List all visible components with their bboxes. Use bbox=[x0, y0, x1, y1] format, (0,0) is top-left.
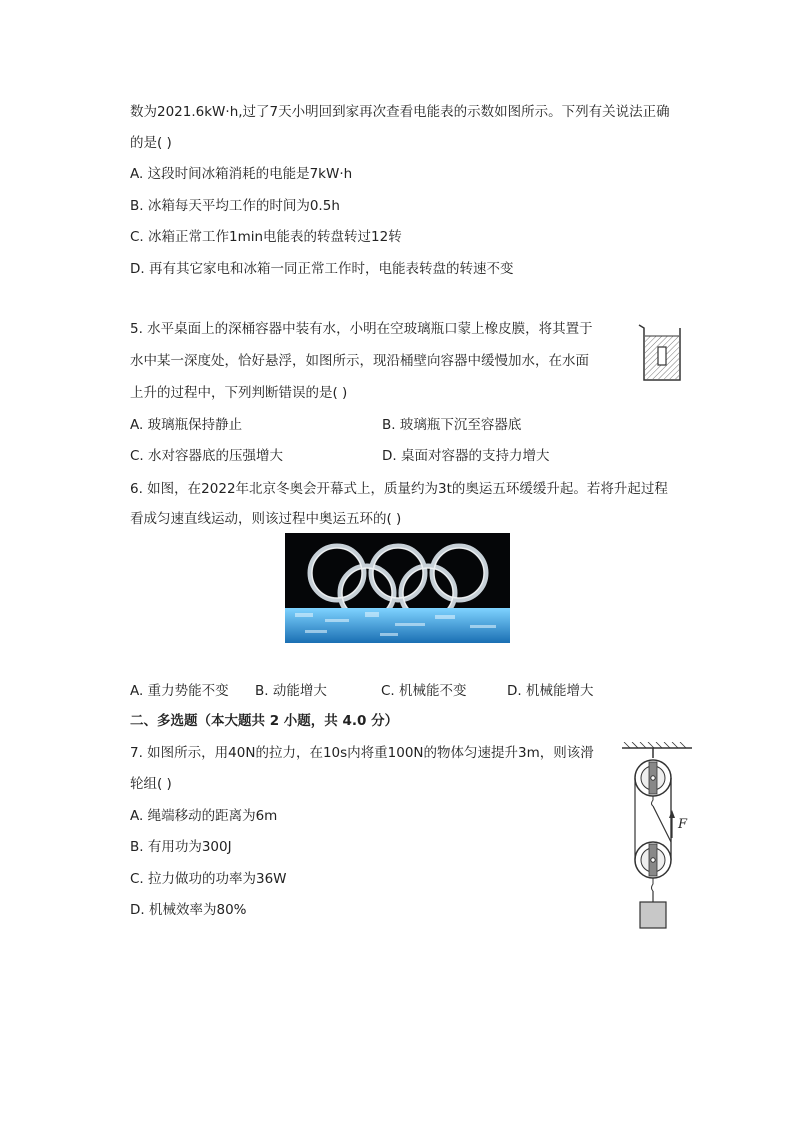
beaker-figure bbox=[636, 322, 686, 384]
q7-stem-line1: 7. 如图所示，用40N的拉力，在10s内将重100N的物体匀速提升3m，则该滑 bbox=[130, 745, 594, 761]
q5-stem-line1: 5. 水平桌面上的深桶容器中装有水，小明在空玻璃瓶口蒙上橡皮膜，将其置于 bbox=[130, 321, 593, 337]
q5-stem-line2: 水中某一深度处，恰好悬浮，如图所示，现沿桶壁向容器中缓慢加水，在水面 bbox=[130, 353, 589, 369]
q4-option-b: B. 冰箱每天平均工作的时间为0.5h bbox=[130, 198, 340, 214]
q5-option-a: A. 玻璃瓶保持静止 bbox=[130, 417, 243, 433]
q5-option-b: B. 玻璃瓶下沉至容器底 bbox=[382, 417, 522, 433]
q5-stem-line3: 上升的过程中，下列判断错误的是( ) bbox=[130, 385, 348, 401]
olympic-rings-photo bbox=[285, 533, 510, 643]
q6-option-d: D. 机械能增大 bbox=[507, 683, 594, 699]
q6-stem-line2: 看成匀速直线运动，则该过程中奥运五环的( ) bbox=[130, 511, 402, 527]
q7-option-b: B. 有用功为300J bbox=[130, 839, 232, 855]
q4-option-d: D. 再有其它家电和冰箱一同正常工作时，电能表转盘的转速不变 bbox=[130, 261, 514, 277]
q7-option-d: D. 机械效率为80% bbox=[130, 902, 247, 918]
q4-option-c: C. 冰箱正常工作1min电能表的转盘转过12转 bbox=[130, 229, 402, 245]
q7-stem-line2: 轮组( ) bbox=[130, 776, 172, 792]
q4-stem-line1: 数为2021.6kW·h,过了7天小明回到家再次查看电能表的示数如图所示。下列有关说法正确 bbox=[130, 104, 670, 120]
pulley-system-figure bbox=[620, 742, 700, 932]
section-heading-multiple-choice: 二、多选题（本大题共 2 小题，共 4.0 分） bbox=[130, 713, 399, 729]
q7-option-c: C. 拉力做功的功率为36W bbox=[130, 871, 287, 887]
q6-stem-line1: 6. 如图，在2022年北京冬奥会开幕式上，质量约为3t的奥运五环缓缓升起。若将升起过程 bbox=[130, 481, 668, 497]
force-label: F bbox=[678, 817, 688, 832]
q6-option-c: C. 机械能不变 bbox=[381, 683, 467, 699]
q5-option-d: D. 桌面对容器的支持力增大 bbox=[382, 448, 550, 464]
q6-option-b: B. 动能增大 bbox=[255, 683, 327, 699]
q7-option-a: A. 绳端移动的距离为6m bbox=[130, 808, 278, 824]
q4-stem-line2: 的是( ) bbox=[130, 135, 172, 151]
q4-option-a: A. 这段时间冰箱消耗的电能是7kW·h bbox=[130, 166, 353, 182]
q6-option-a: A. 重力势能不变 bbox=[130, 683, 229, 699]
q5-option-c: C. 水对容器底的压强增大 bbox=[130, 448, 284, 464]
